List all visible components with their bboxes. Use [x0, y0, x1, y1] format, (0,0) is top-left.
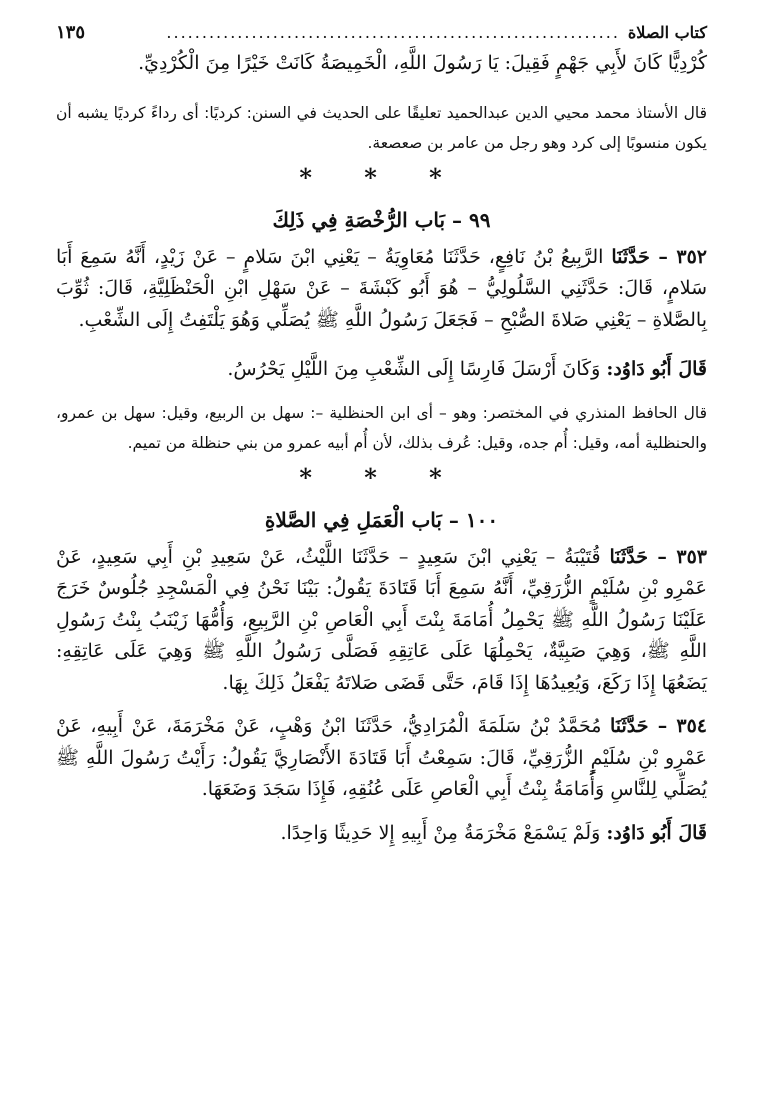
- continuation-text: كُرْدِيًّا كَانَ لأَبِي جَهْمٍ فَقِيلَ: يَا رَسُولَ اللَّهِ، الْخَمِيصَةُ كَانَتْ خَيْرًا مِنَ الْكُرْدِيِّ.: [138, 52, 707, 74]
- comment-lead: قَالَ أَبُو دَاوُد:: [606, 821, 707, 844]
- abu-dawud-comment: [56, 354, 707, 386]
- hadith-text: الرَّبِيعُ بْنُ نَافِعٍ، حَدَّثَنَا مُعَاوِيَةُ – يَعْنِي ابْنَ سَلامٍ – عَنْ زَيْدٍ، أَنَّهُ سَمِعَ أَبَا سَلامٍ، قَالَ: حَدَّثَنِي السَّلُولِيُّ – هُوَ أَبُو كَبْشَةَ – عَنْ سَهْلِ ابْنِ الْحَنْظَلِيَّةِ، قَالَ: ثُوِّبَ بِالصَّلاةِ – يَعْنِي صَلاةَ الصُّبْحِ – فَجَعَلَ رَسُولُ اللَّهِ ﷺ يُصَلِّي وَهُوَ يَلْتَفِتُ إِلَى الشِّعْبِ.: [56, 245, 707, 331]
- running-header: [56, 22, 707, 48]
- section-separator: * * *: [299, 162, 464, 192]
- page-number: ١٣٥: [56, 22, 86, 43]
- comment-text: وَكَانَ أَرْسَلَ فَارِسًا إِلَى الشِّعْبِ مِنَ اللَّيْلِ يَحْرُسُ.: [227, 358, 601, 380]
- hadith-number: ٣٥٣ – حَدَّثَنَا: [609, 545, 707, 568]
- footnote-paragraph: قال الأستاذ محمد محيي الدين عبدالحميد تعليقًا على الحديث في السنن: كرديًا: أى رداءً كرديًا يشبه أن يكون منسوبًا إلى كرد وهو رجل من عامر بن صعصعة.: [56, 103, 707, 152]
- comment-text: وَلَمْ يَسْمَعْ مَخْرَمَةُ مِنْ أَبِيهِ إِلا حَدِيثًا وَاحِدًا.: [280, 821, 601, 844]
- comment-lead: قَالَ أَبُو دَاوُد:: [606, 358, 707, 380]
- hadith-paragraph: [56, 542, 707, 700]
- section-separator: * * *: [299, 462, 464, 492]
- chapter-title: ١٠٠ – بَاب الْعَمَلِ فِي الصَّلاةِ: [264, 507, 499, 532]
- chapter-title: ٩٩ – بَاب الرُّخْصَةِ فِي ذَلِكَ: [272, 207, 491, 232]
- hadith-text: مُحَمَّدُ بْنُ سَلَمَةَ الْمُرَادِيُّ، حَدَّثَنَا ابْنُ وَهْبٍ، عَنْ مَخْرَمَةَ، عَنْ أَبِيهِ، عَنْ عَمْرِو بْنِ سُلَيْمٍ الزُّرَقِيِّ، قَالَ: سَمِعْتُ أَبَا قَتَادَةَ الأَنْصَارِيَّ يَقُولُ: رَأَيْتُ رَسُولَ اللَّهِ ﷺ يُصَلِّي لِلنَّاسِ وَأُمَامَةُ بِنْتُ أَبِي الْعَاصِ عَلَى عُنُقِهِ، فَإِذَا سَجَدَ وَضَعَهَا.: [56, 715, 707, 800]
- hadith-paragraph: [56, 242, 707, 337]
- hadith-number: ٣٥٤ – حَدَّثَنَا: [610, 715, 708, 737]
- hadith-text: قُتَيْبَةُ – يَعْنِي ابْنَ سَعِيدٍ – حَدَّثَنَا اللَّيْثُ، عَنْ سَعِيدِ بْنِ أَبِي سَعِيدٍ، عَنْ عَمْرِو بْنِ سُلَيْمٍ الزُّرَقِيِّ، أَنَّهُ سَمِعَ أَبَا قَتَادَةَ يَقُولُ: بَيْنَا نَحْنُ فِي الْمَسْجِدِ جُلُوسٌ خَرَجَ عَلَيْنَا رَسُولُ اللَّهِ ﷺ يَحْمِلُ أُمَامَةَ بِنْتَ أَبِي الْعَاصِ بْنِ الرَّبِيعِ، وَأُمُّهَا زَيْنَبُ بِنْتُ رَسُولِ اللَّهِ ﷺ، وَهِيَ صَبِيَّةٌ، يَحْمِلُهَا عَلَى عَاتِقِهِ فَصَلَّى رَسُولُ اللَّهِ ﷺ وَهِيَ عَلَى عَاتِقِهِ: يَضَعُهَا إِذَا رَكَعَ، وَيُعِيدُهَا إِذَا قَامَ، حَتَّى قَضَى صَلاتَهُ يَفْعَلُ ذَلِكَ بِهَا.: [56, 545, 707, 694]
- book-title: كتاب الصلاة: [627, 23, 707, 42]
- abu-dawud-comment: [56, 818, 707, 850]
- hadith-number: ٣٥٢ – حَدَّثَنَا: [611, 245, 707, 268]
- footnote-paragraph: قال الحافظ المنذري في المختصر: وهو – أى ابن الحنظلية –: سهل بن الربيع، وقيل: سهل بن عمرو، والحنظلية أمه، وقيل: أُم جده، وقيل: عُرف بذلك، لأن أُم أبيه عمرو من بني حنظلة من تميم.: [56, 403, 707, 452]
- hadith-paragraph: [56, 711, 707, 806]
- dot-leader: ................................................................: [166, 23, 620, 42]
